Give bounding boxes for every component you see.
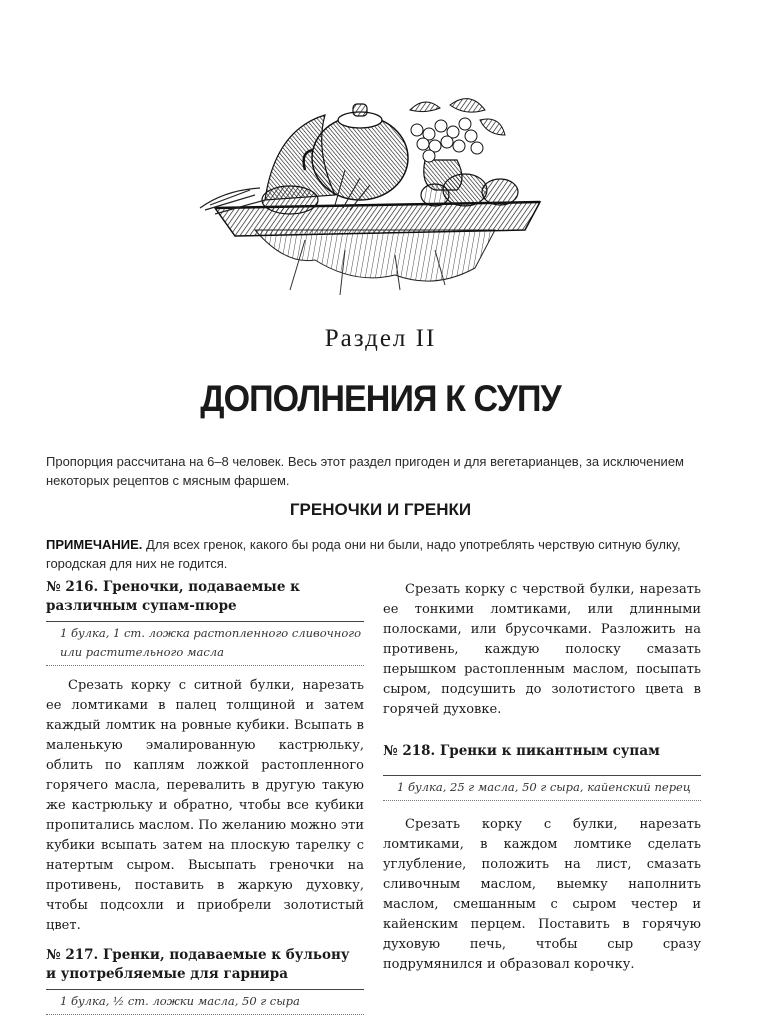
recipe-217-title: № 217. Гренки, подаваемые к бульону и употребляемые для гарнира — [46, 947, 350, 982]
recipe-218-title: № 218. Гренки к пикантным супам — [383, 743, 660, 759]
note-paragraph — [46, 535, 706, 573]
subheading: ГРЕНОЧКИ И ГРЕНКИ — [289, 500, 472, 519]
intro-paragraph: Пропорция рассчитана на 6–8 человек. Весь этот раздел пригоден и для вегетарианцев, за исключением некоторых рецептов с мясным фаршем. — [46, 454, 684, 488]
note-text: Для всех гренок, какого бы рода они ни были, надо употреблять черствую ситную булку, городская для них не годится. — [46, 537, 681, 571]
recipe-216-ingredients: 1 булка, 1 ст. ложка растопленного сливочного или растительного масла — [46, 621, 364, 666]
recipe-218-ingredients: 1 булка, 25 г масла, 50 г сыра, кайенский перец — [383, 775, 701, 801]
recipe-216-title: № 216. Греночки, подаваемые к различным супам-пюре — [46, 579, 300, 614]
recipe-216-text: Срезать корку с ситной булки, нарезать ее ломтиками в палец толщиной и затем каждый ломтик на ровные кубики. Всыпать в маленькую эмалированную кастрюльку, облить по каплям ложкой растопленного горячего масла, перевалить в другую такую же кастрюльку и обратно, чтобы все кубики пропитались маслом. По желанию можно эти кубики всыпать затем на плоскую тарелку с натертым сыром. Высыпать греночки на противень, поставить в жаркую духовку, чтобы подсохли и приобрели золотистый цвет. — [46, 678, 364, 933]
note-label: ПРИМЕЧАНИЕ. — [46, 537, 143, 552]
recipe-216 — [46, 578, 364, 936]
recipe-218 — [383, 742, 701, 975]
recipe-217-text: Срезать корку с черствой булки, нарезать ее тонкими ломтиками, или длинными полосками, или брусочками. Разложить на противень, каждую полоску смазать перышком растопленным маслом, посыпать сыром, подсушить до золотистого цвета в горячей духовке. — [383, 582, 701, 717]
recipe-218-text: Срезать корку с булки, нарезать ломтиками, в каждом ломтике сделать углубление, положить на лист, смазать сливочным маслом, выемку наполнить маслом, смешанным с сыром честер и кайенским перцем. Поставить в горячую духовую печь, чтобы сыр сразу подрумянился и образовал корочку. — [383, 817, 701, 972]
still-life-illustration — [195, 90, 560, 295]
section-label: Раздел II — [324, 325, 437, 352]
page-title: ДОПОЛНЕНИЯ К СУПУ — [200, 378, 561, 419]
left-column — [46, 578, 364, 1025]
right-column — [383, 580, 701, 975]
recipe-217-ingredients: 1 булка, ½ ст. ложки масла, 50 г сыра — [46, 989, 364, 1015]
recipe-217 — [46, 946, 364, 1015]
